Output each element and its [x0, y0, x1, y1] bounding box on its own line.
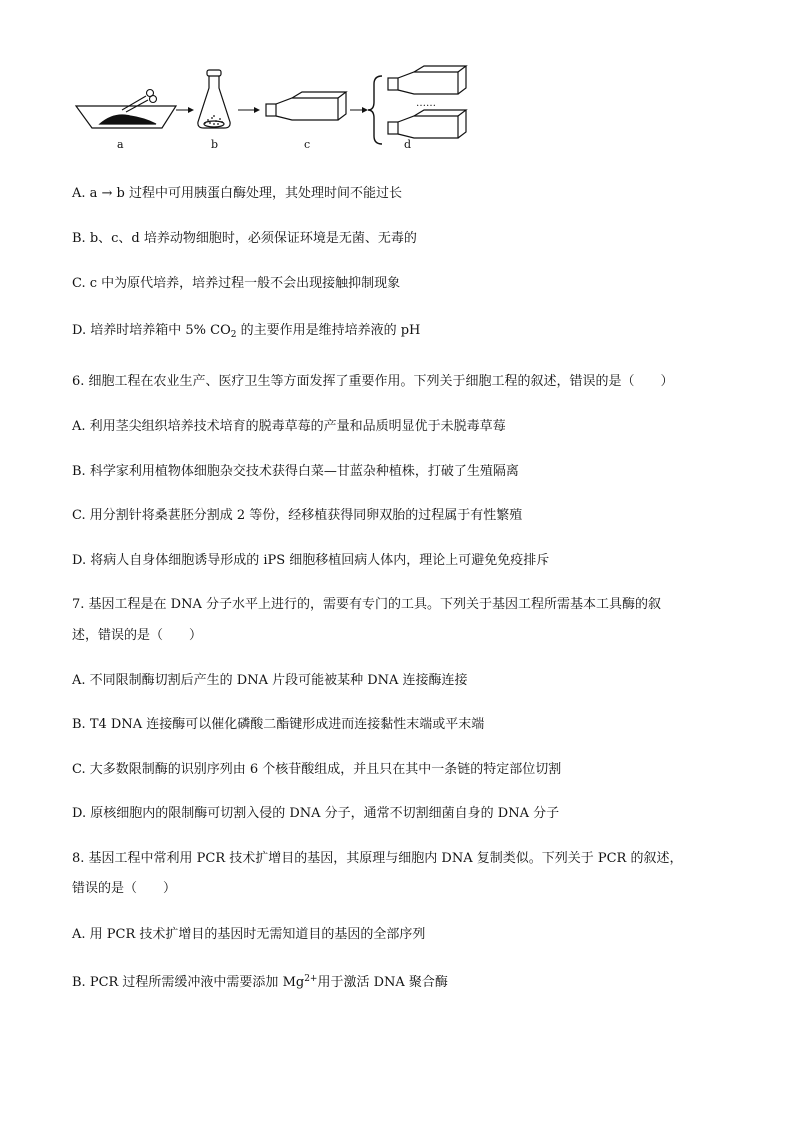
culture-bottle-c	[266, 92, 346, 120]
q8-stem-line1: 8. 基因工程中常利用 PCR 技术扩增目的基因，其原理与细胞内 DNA 复制类似。下列关于 PCR 的叙述，	[72, 851, 683, 866]
culture-bottle-d-bottom	[388, 110, 466, 138]
q6-option-c: C. 用分割针将桑葚胚分割成 2 等份，经移植获得同卵双胎的过程属于有性繁殖	[72, 508, 523, 523]
mg-charge: 2+	[304, 974, 318, 984]
q7-option-d: D. 原核细胞内的限制酶可切割入侵的 DNA 分子，通常不切割细菌自身的 DNA 分子	[72, 806, 560, 821]
q8-stem-line2: 错误的是（ ）	[72, 881, 177, 896]
flask	[198, 70, 230, 128]
ellipsis-text: ……	[416, 98, 436, 109]
label-d: d	[404, 138, 412, 151]
label-b: b	[211, 138, 219, 151]
q5-option-c: C. c 中为原代培养，培养过程一般不会出现接触抑制现象	[72, 276, 401, 291]
arrow-b-to-c-head	[254, 107, 260, 113]
label-c: c	[304, 138, 311, 151]
q5-option-d-prefix: D. 培养时培养箱中 5%	[72, 323, 211, 338]
q7-option-a: A. 不同限制酶切割后产生的 DNA 片段可能被某种 DNA 连接酶连接	[72, 673, 468, 688]
q5-option-b: B. b、c、d 培养动物细胞时，必须保证环境是无菌、无毒的	[72, 231, 417, 246]
q8-option-b-suffix: 用于激活 DNA 聚合酶	[317, 975, 448, 990]
q6-option-a: A. 利用茎尖组织培养技术培育的脱毒草莓的产量和品质明显优于未脱毒草莓	[72, 419, 506, 434]
brace	[368, 76, 382, 144]
co2-formula: $CO_2$	[210, 323, 237, 340]
q7-stem-line2: 述，错误的是（ ）	[72, 628, 203, 643]
arrow-c-to-d-head	[362, 107, 368, 113]
q6-stem: 6. 细胞工程在农业生产、医疗卫生等方面发挥了重要作用。下列关于细胞工程的叙述，错误的是（ ）	[72, 374, 674, 389]
q5-option-d-suffix: 的主要作用是维持培养液的 pH	[236, 323, 421, 338]
q8-option-b-prefix: B. PCR 过程所需缓冲液中需要添加 Mg	[72, 975, 305, 990]
cell-culture-figure	[70, 62, 480, 154]
q6-option-b: B. 科学家利用植物体细胞杂交技术获得白菜—甘蓝杂种植株，打破了生殖隔离	[72, 464, 519, 479]
q5-option-d	[72, 322, 420, 344]
culture-bottle-d-top	[388, 66, 466, 94]
dish-with-tissue	[76, 106, 176, 128]
q7-option-b: B. T4 DNA 连接酶可以催化磷酸二酯键形成进而连接黏性末端或平末端	[72, 717, 485, 732]
label-a: a	[117, 138, 124, 151]
q8-option-a: A. 用 PCR 技术扩增目的基因时无需知道目的基因的全部序列	[72, 927, 426, 942]
cell-culture-diagram	[70, 62, 480, 154]
q6-option-d: D. 将病人自身体细胞诱导形成的 iPS 细胞移植回病人体内，理论上可避免免疫排斥	[72, 553, 550, 568]
q8-option-b	[72, 970, 448, 992]
arrow-a-to-b-head	[188, 107, 194, 113]
q7-stem-line1: 7. 基因工程是在 DNA 分子水平上进行的，需要有专门的工具。下列关于基因工程所需基本工具酶的叙	[72, 597, 661, 612]
q5-option-a: A. a → b 过程中可用胰蛋白酶处理，其处理时间不能过长	[72, 186, 403, 201]
q7-option-c: C. 大多数限制酶的识别序列由 6 个核苷酸组成，并且只在其中一条链的特定部位切割	[72, 762, 562, 777]
scissors-icon	[122, 90, 157, 113]
